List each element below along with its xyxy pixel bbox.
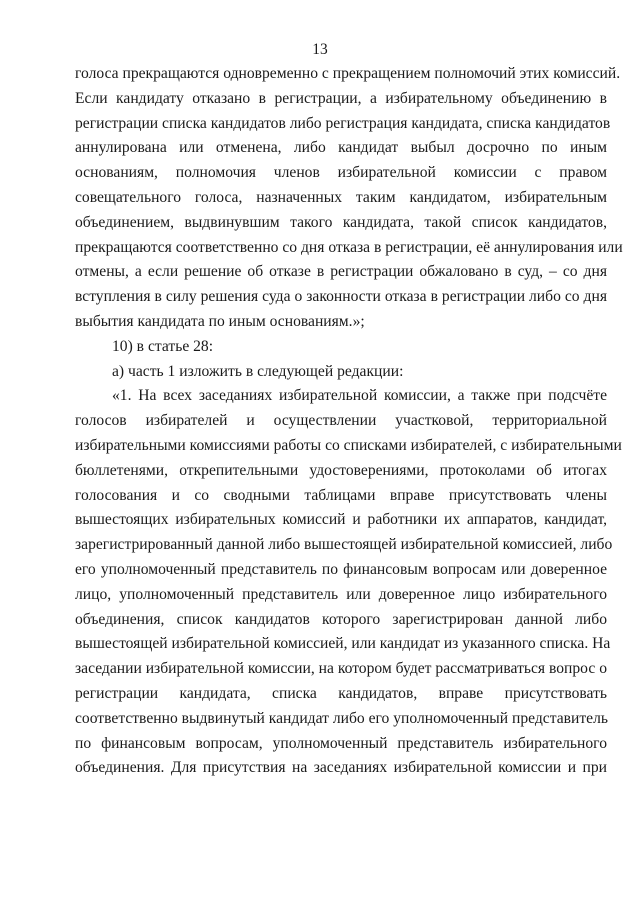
text-line: объединения. Для присутствия на заседаниях избирательной комиссии и при — [75, 759, 607, 777]
text-line: Если кандидату отказано в регистрации, а избирательному объединению в — [75, 89, 607, 107]
text-line: вступления в силу решения суда о законности отказа в регистрации либо со дня — [75, 288, 607, 306]
text-line: регистрации списка кандидатов либо регистрация кандидата, списка кандидатов — [75, 114, 611, 132]
text-line: голосования и со сводными таблицами вправе присутствовать члены — [75, 486, 607, 504]
text-line: избирательными комиссиями работы со списками избирателей, с избирательными — [75, 436, 622, 454]
text-line: отмены, а если решение об отказе в регистрации обжаловано в суд, – со дня — [75, 263, 607, 281]
text-line: аннулирована или отменена, либо кандидат выбыл досрочно по иным — [75, 139, 607, 157]
text-line: регистрации кандидата, списка кандидатов, вправе присутствовать — [75, 684, 607, 702]
text-line: основаниям, полномочия членов избирательной комиссии с правом — [75, 164, 607, 182]
text-line: объединения, список кандидатов которого зарегистрирован данной либо — [75, 610, 607, 628]
text-line: вышестоящих избирательных комиссий и работники их аппаратов, кандидат, — [75, 511, 607, 529]
text-line: «1. На всех заседаниях избирательной комиссии, а также при подсчёте — [112, 387, 607, 405]
text-line: его уполномоченный представитель по финансовым вопросам или доверенное — [75, 560, 607, 578]
text-line: вышестоящей избирательной комиссией, или кандидат из указанного списка. На — [75, 635, 611, 653]
text-line: совещательного голоса, назначенных таким кандидатом, избирательным — [75, 188, 607, 206]
text-line: зарегистрированный данной либо вышестоящей избирательной комиссией, либо — [75, 536, 613, 554]
text-line: по финансовым вопросам, уполномоченный представитель избирательного — [75, 734, 607, 752]
text-line: голоса прекращаются одновременно с прекращением полномочий этих комиссий. — [75, 65, 621, 82]
text-line: голосов избирателей и осуществлении участковой, территориальной — [75, 412, 607, 430]
text-line: заседании избирательной комиссии, на котором будет рассматриваться вопрос о — [75, 660, 607, 678]
text-line: прекращаются соответственно со дня отказа в регистрации, её аннулирования или — [75, 238, 623, 256]
text-line: а) часть 1 изложить в следующей редакции: — [112, 362, 404, 380]
document-body — [75, 62, 623, 781]
text-line: бюллетенями, открепительными удостоверениями, протоколами об итогах — [75, 461, 607, 479]
page-number: 13 — [312, 41, 328, 58]
text-line: объединением, выдвинувшим такого кандидата, такой список кандидатов, — [75, 213, 607, 231]
text-line: лицо, уполномоченный представитель или доверенное лицо избирательного — [75, 585, 607, 603]
text-line: 10) в статье 28: — [112, 337, 214, 355]
text-line: выбытия кандидата по иным основаниям.»; — [75, 312, 365, 330]
text-line: соответственно выдвинутый кандидат либо его уполномоченный представитель — [75, 709, 608, 727]
